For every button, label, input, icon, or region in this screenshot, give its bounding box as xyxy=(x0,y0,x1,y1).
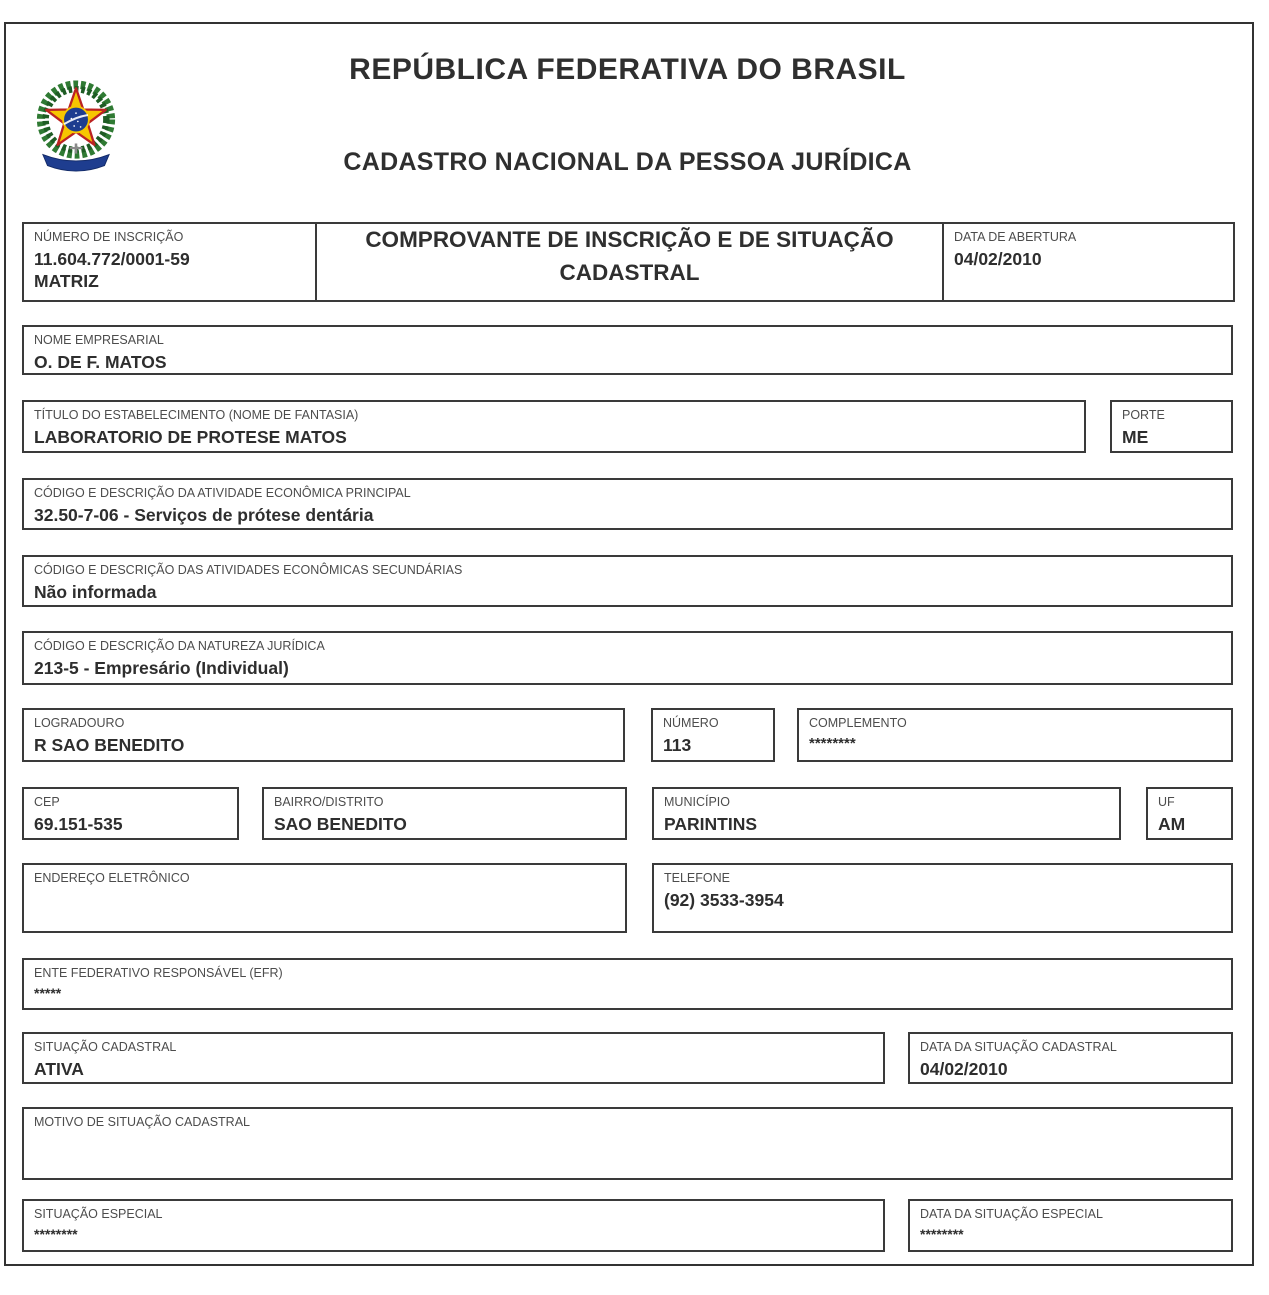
field-value: ******** xyxy=(920,1225,964,1242)
field-label: MUNICÍPIO xyxy=(664,795,730,809)
field-label: DATA DA SITUAÇÃO CADASTRAL xyxy=(920,1040,1117,1054)
field-value: 213-5 - Empresário (Individual) xyxy=(34,657,289,678)
field-complemento xyxy=(797,708,1233,762)
comprovante-title: COMPROVANTE DE INSCRIÇÃO E DE SITUAÇÃO CADASTRAL xyxy=(365,227,894,285)
field-value: AM xyxy=(1158,813,1186,834)
field-label: BAIRRO/DISTRITO xyxy=(274,795,384,809)
field-label: CÓDIGO E DESCRIÇÃO DA ATIVIDADE ECONÔMICA PRINCIPAL xyxy=(34,486,411,500)
field-situacao-cadastral xyxy=(22,1032,885,1084)
field-label: UF xyxy=(1158,795,1175,809)
field-label: LOGRADOURO xyxy=(34,716,125,730)
field-value: SAO BENEDITO xyxy=(274,813,407,834)
field-label: NOME EMPRESARIAL xyxy=(34,333,164,347)
field-value: 04/02/2010 xyxy=(954,248,1042,269)
field-label: SITUAÇÃO ESPECIAL xyxy=(34,1207,163,1221)
field-label: COMPLEMENTO xyxy=(809,716,907,730)
field-label: PORTE xyxy=(1122,408,1165,422)
field-cep xyxy=(22,787,239,840)
field-label: DATA DA SITUAÇÃO ESPECIAL xyxy=(920,1207,1103,1221)
field-value: PARINTINS xyxy=(664,813,758,834)
field-label: CEP xyxy=(34,795,60,809)
field-nome-empresarial xyxy=(22,325,1233,375)
field-label: DATA DE ABERTURA xyxy=(954,230,1077,244)
field-value: O. DE F. MATOS xyxy=(34,351,167,372)
field-value: 11.604.772/0001-59 xyxy=(34,248,190,269)
field-value: LABORATORIO DE PROTESE MATOS xyxy=(34,426,347,447)
field-atividade-principal xyxy=(22,478,1233,530)
field-numero xyxy=(651,708,775,762)
document-title: REPÚBLICA FEDERATIVA DO BRASIL xyxy=(349,53,906,86)
field-numero-inscricao xyxy=(22,222,317,302)
field-label: CÓDIGO E DESCRIÇÃO DA NATUREZA JURÍDICA xyxy=(34,639,325,653)
field-label: ENTE FEDERATIVO RESPONSÁVEL (EFR) xyxy=(34,966,283,980)
field-value: 113 xyxy=(663,734,692,755)
field-extra: MATRIZ xyxy=(34,270,99,291)
field-bairro xyxy=(262,787,627,840)
field-porte xyxy=(1110,400,1233,453)
field-value: 69.151-535 xyxy=(34,813,123,834)
field-data-abertura xyxy=(942,222,1235,302)
field-uf xyxy=(1146,787,1233,840)
field-label: NÚMERO DE INSCRIÇÃO xyxy=(34,230,184,244)
field-telefone xyxy=(652,863,1233,933)
field-efr xyxy=(22,958,1233,1010)
field-atividades-secundarias xyxy=(22,555,1233,607)
field-municipio xyxy=(652,787,1121,840)
field-value: ***** xyxy=(34,984,62,1001)
field-value: ******** xyxy=(809,734,856,752)
field-value: ******** xyxy=(34,1225,78,1242)
field-value: R SAO BENEDITO xyxy=(34,734,185,755)
field-value: 32.50-7-06 - Serviços de prótese dentária xyxy=(34,504,374,525)
field-nome-fantasia xyxy=(22,400,1086,453)
field-natureza-juridica xyxy=(22,631,1233,685)
field-label: MOTIVO DE SITUAÇÃO CADASTRAL xyxy=(34,1115,251,1129)
field-value: 04/02/2010 xyxy=(920,1058,1008,1079)
comprovante-title-box xyxy=(315,222,944,302)
field-situacao-especial xyxy=(22,1199,885,1252)
field-value: ME xyxy=(1122,426,1149,447)
field-endereco-eletronico xyxy=(22,863,627,933)
field-label: NÚMERO xyxy=(663,716,719,730)
document-subtitle: CADASTRO NACIONAL DA PESSOA JURÍDICA xyxy=(343,148,912,176)
field-logradouro xyxy=(22,708,625,762)
field-value: (92) 3533-3954 xyxy=(664,889,784,910)
field-label: SITUAÇÃO CADASTRAL xyxy=(34,1040,177,1054)
field-label: CÓDIGO E DESCRIÇÃO DAS ATIVIDADES ECONÔMICAS SECUNDÁRIAS xyxy=(34,563,463,577)
field-data-situacao-cadastral xyxy=(908,1032,1233,1084)
field-value: Não informada xyxy=(34,581,157,602)
field-label: TÍTULO DO ESTABELECIMENTO (NOME DE FANTASIA) xyxy=(34,408,359,422)
field-label: ENDEREÇO ELETRÔNICO xyxy=(34,871,190,885)
field-data-situacao-especial xyxy=(908,1199,1233,1252)
field-motivo-situacao xyxy=(22,1107,1233,1180)
field-value: ATIVA xyxy=(34,1058,84,1079)
field-label: TELEFONE xyxy=(664,871,730,885)
